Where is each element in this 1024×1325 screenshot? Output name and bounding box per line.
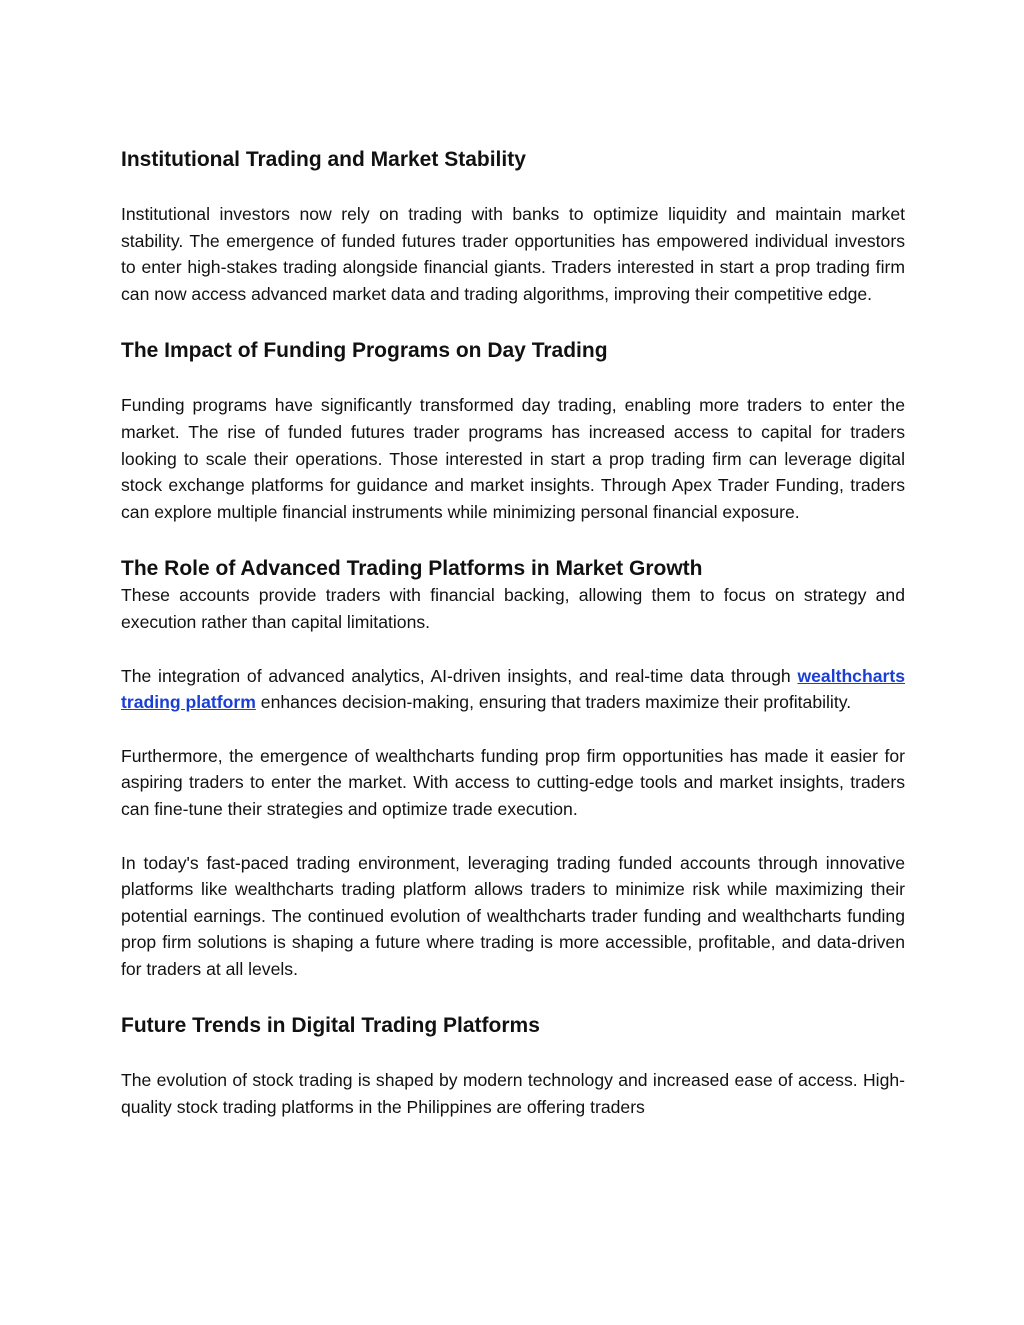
paragraph-analytics-integration: [121, 663, 905, 716]
section-heading-future-trends: Future Trends in Digital Trading Platforms: [121, 1014, 540, 1038]
paragraph-prop-firm-opportunities: Furthermore, the emergence of wealthcharts funding prop firm opportunities has made it easier for aspiring traders to enter the market. With access to cutting-edge tools and market insights, traders can fine-tune their strategies and optimize trade execution.: [121, 745, 905, 819]
paragraph-institutional-trading: Institutional investors now rely on trading with banks to optimize liquidity and maintain market stability. The emergence of funded futures trader opportunities has empowered individual investors to enter high-stakes trading alongside financial giants. Traders interested in start a prop trading firm can now access advanced market data and trading algorithms, improving their competitive edge.: [121, 204, 905, 304]
section-heading-advanced-platforms: The Role of Advanced Trading Platforms in Market Growth: [121, 557, 703, 581]
paragraph-future-trends: The evolution of stock trading is shaped by modern technology and increased ease of access. High-quality stock trading platforms in the Philippines are offering traders: [121, 1070, 905, 1118]
section-heading-funding-programs: The Impact of Funding Programs on Day Trading: [121, 339, 608, 363]
paragraph-funding-programs: Funding programs have significantly transformed day trading, enabling more traders to enter the market. The rise of funded futures trader programs has increased access to capital for traders looking to scale their operations. Those interested in start a prop trading firm can leverage digital stock exchange platforms for guidance and market insights. Through Apex Trader Funding, traders can explore multiple financial instruments while minimizing personal financial exposure.: [121, 395, 905, 522]
section-heading-institutional-trading: Institutional Trading and Market Stability: [121, 148, 526, 171]
paragraph-trading-environment: In today's fast-paced trading environment, leveraging trading funded accounts through innovative platforms like wealthcharts trading platform allows traders to minimize risk while maximizing their potential earnings. The continued evolution of wealthcharts trader funding and wealthcharts funding prop firm solutions is shaping a future where trading is more accessible, profitable, and data-driven for traders at all levels.: [121, 852, 905, 979]
document-body: [121, 140, 905, 1121]
paragraph-text-after-link: enhances decision-making, ensuring that traders maximize their profitability.: [255, 692, 852, 713]
wealthcharts-trading-platform-link[interactable]: wealthcharts trading platform: [121, 665, 905, 713]
paragraph-accounts-intro: These accounts provide traders with financial backing, allowing them to focus on strategy and execution rather than capital limitations.: [121, 585, 905, 632]
paragraph-text-before-link: The integration of advanced analytics, AI-driven insights, and real-time data through: [121, 665, 798, 686]
